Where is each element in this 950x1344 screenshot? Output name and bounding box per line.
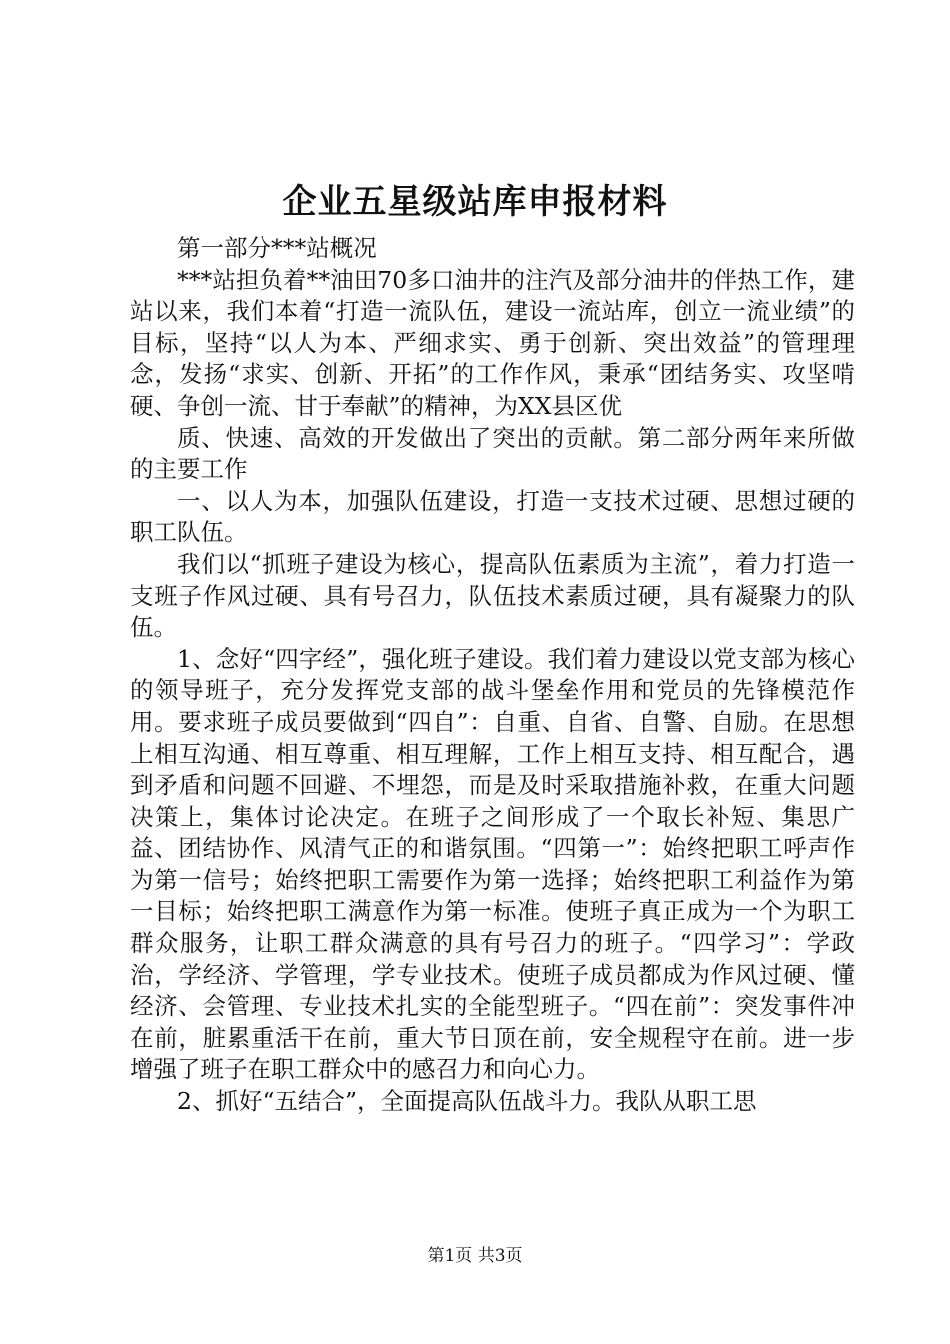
paragraph-overview-continued: 质、快速、高效的开发做出了突出的贡献。第二部分两年来所做的主要工作 <box>130 423 855 484</box>
document-title: 企业五星级站库申报材料 <box>282 182 668 222</box>
paragraph-section-heading: 第一部分***站概况 <box>177 234 377 262</box>
paragraph-five-combinations: 2、抓好“五结合”，全面提高队伍战斗力。我队从职工思 <box>177 1087 757 1116</box>
paragraph-four-characters: 1、念好“四字经”，强化班子建设。我们着力建设以党支部为核心的领导班子，充分发挥党支部的战斗堡垒作用和党员的先锋模范作用。要求班子成员要做到“四自”：自重、自省、自警、自励。在思想上相互沟通、相互尊重、相互理解，工作上相互支持、相互配合，遇到矛盾和问题不回避、不埋怨，而是及时采取措施补救，在重大问题决策上，集体讨论决定。在班子之间形成了一个取长补短、集思广益、团结协作、风清气正的和谐氛围。“四第一”：始终把职工呼声作为第一信号；始终把职工需要作为第一选择；始终把职工利益作为第一目标；始终把职工满意作为第一标准。使班子真正成为一个为职工群众服务，让职工群众满意的具有号召力的班子。“四学习”：学政治，学经济、学管理，学专业技术。使班子成员都成为作风过硬、懂经济、会管理、专业技术扎实的全能型班子。“四在前”：突发事件冲在前，脏累重活干在前，重大节日顶在前，安全规程守在前。进一步增强了班子在职工群众中的感召力和向心力。 <box>130 644 855 1084</box>
paragraph-point-one-heading: 一、以人为本，加强队伍建设，打造一支技术过硬、思想过硬的职工队伍。 <box>130 486 855 547</box>
document-body <box>130 233 855 1118</box>
page-number-footer: 第1页 共3页 <box>427 1246 523 1266</box>
paragraph-team-building: 我们以“抓班子建设为核心，提高队伍素质为主流”，着力打造一支班子作风过硬、具有号召力，队伍技术素质过硬，具有凝聚力的队伍。 <box>130 549 855 642</box>
paragraph-station-overview: ***站担负着**油田70多口油井的注汽及部分油井的伴热工作，建站以来，我们本着“打造一流队伍，建设一流站库，创立一流业绩”的目标，坚持“以人为本、严细求实、勇于创新、突出效益”的管理理念，发扬“求实、创新、开拓”的工作作风，秉承“团结务实、攻坚啃硬、争创一流、甘于奉献”的精神，为XX县区优 <box>130 265 855 420</box>
